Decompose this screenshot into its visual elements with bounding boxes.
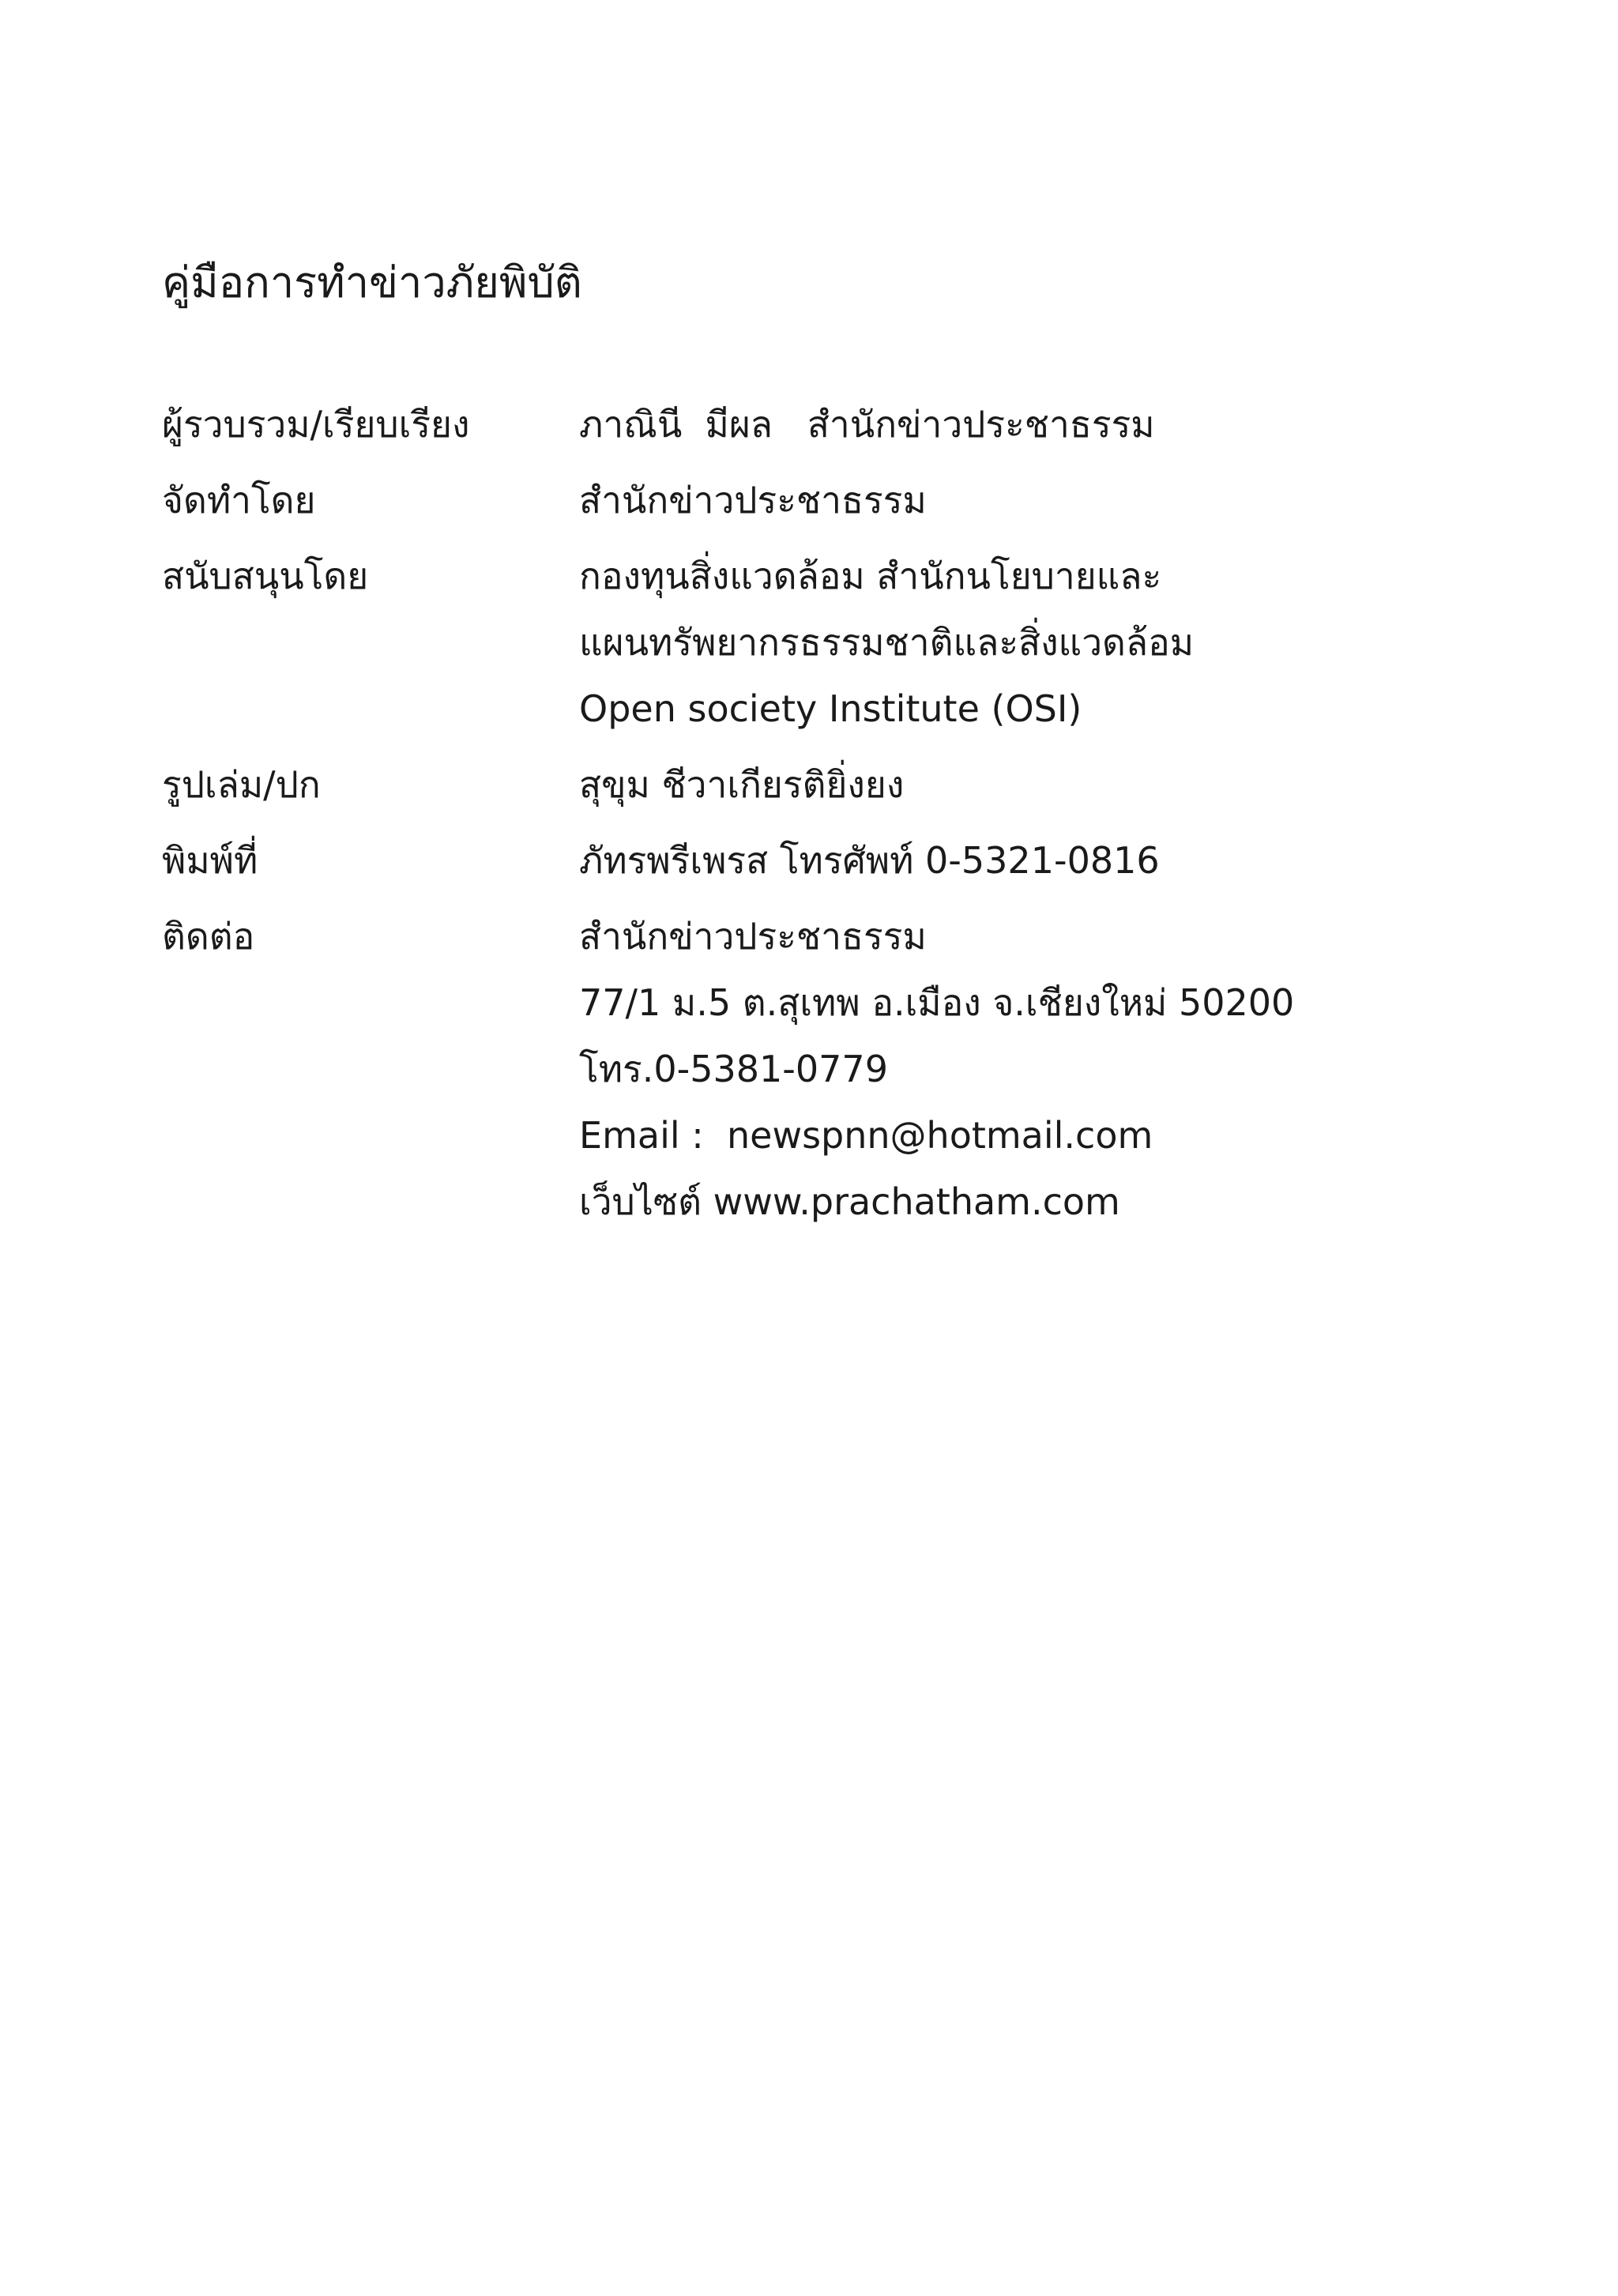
credits-value: ภาณินี มีผล สำนักข่าวประชาธรรม [579,403,1155,446]
credits-value: แผนทรัพยากรธรรมชาติและสิ่งแวดล้อม [579,621,1195,664]
credits-values [579,903,1505,1235]
credits-value: สุขุม ชีวาเกียรติยิ่งยง [579,763,905,806]
credits-label: สนับสนุนโดย [162,555,369,597]
credits-values [579,467,1505,533]
credits-row-contact [162,903,1505,1235]
credits-row-design [162,751,1505,818]
credits-label: พิมพ์ที่ [162,839,258,882]
credits-values [579,543,1505,742]
page-title: คู่มือการทำข่าวภัยพิบัติ [162,258,582,307]
credits-row-printer [162,827,1505,894]
credits-row-producer [162,467,1505,533]
credits-value: สำนักข่าวประชาธรรม [579,479,927,521]
credits-label: จัดทำโดย [162,479,316,521]
contact-website: เว็บไซต์ www.prachatham.com [579,1180,1120,1223]
contact-phone: โทร.0-5381-0779 [579,1048,888,1090]
contact-email: Email : newspnn@hotmail.com [579,1114,1153,1157]
credits-values [579,827,1505,894]
credits-value: กองทุนสิ่งแวดล้อม สำนักนโยบายและ [579,555,1162,597]
credits-row-compiler [162,391,1505,457]
credits-label: ติดต่อ [162,915,255,958]
credits-value: Open society Institute (OSI) [579,687,1082,730]
credits-label: ผู้รวบรวม/เรียบเรียง [162,403,470,446]
credits-value: ภัทรพรีเพรส โทรศัพท์ 0-5321-0816 [579,839,1160,882]
contact-address: 77/1 ม.5 ต.สุเทพ อ.เมือง จ.เชียงใหม่ 50200 [579,981,1295,1024]
credits-row-sponsor [162,543,1505,742]
credits-label: รูปเล่ม/ปก [162,763,321,806]
credits-values [579,751,1505,818]
credits-values [579,391,1505,457]
contact-organization: สำนักข่าวประชาธรรม [579,915,927,958]
credits-table [162,391,1505,1244]
